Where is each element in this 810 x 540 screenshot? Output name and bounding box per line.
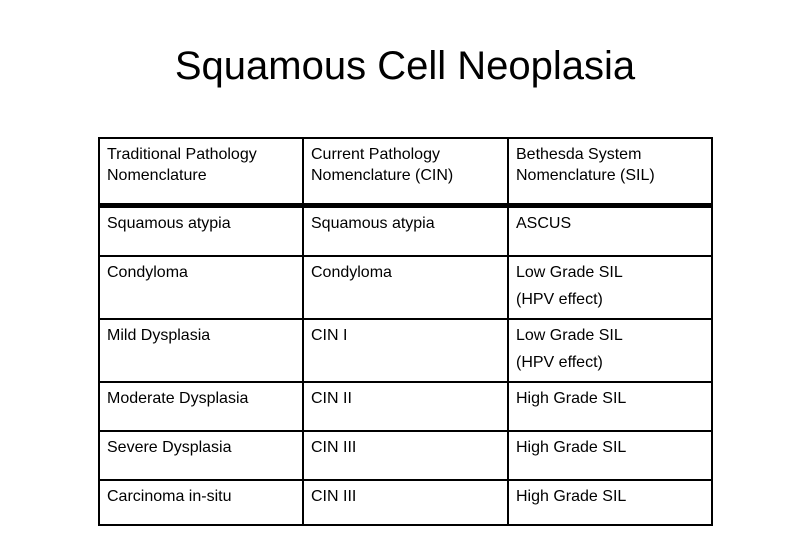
table-cell: ASCUS xyxy=(516,215,572,232)
table-cell: Low Grade SIL (HPV effect) xyxy=(516,264,623,308)
table-row xyxy=(100,381,711,430)
table-cell: Squamous atypia xyxy=(100,208,304,255)
header-cell: Bethesda System Nomenclature (SIL) xyxy=(516,146,655,184)
table-cell: Condyloma xyxy=(100,257,304,318)
table-cell: Squamous atypia xyxy=(304,208,509,255)
header-cell: Traditional Pathology Nomenclature xyxy=(100,139,304,203)
table-row xyxy=(100,318,711,381)
table-cell: Severe Dysplasia xyxy=(100,432,304,479)
table-cell: High Grade SIL xyxy=(516,390,627,407)
table-cell: Mild Dysplasia xyxy=(100,320,304,381)
table-cell: CIN II xyxy=(304,383,509,430)
table-cell: Moderate Dysplasia xyxy=(100,383,304,430)
table-cell: Carcinoma in-situ xyxy=(100,481,304,524)
table-cell: Low Grade SIL (HPV effect) xyxy=(516,327,623,371)
table-header-row xyxy=(100,139,711,203)
nomenclature-table xyxy=(98,137,713,526)
table-row xyxy=(100,479,711,524)
table-row xyxy=(100,203,711,255)
table-cell: High Grade SIL xyxy=(516,439,627,456)
table-cell: CIN I xyxy=(304,320,509,381)
slide-title: Squamous Cell Neoplasia xyxy=(174,44,636,88)
table-cell: CIN III xyxy=(304,481,509,524)
table-cell: Condyloma xyxy=(304,257,509,318)
table-row xyxy=(100,255,711,318)
table-cell: CIN III xyxy=(304,432,509,479)
table-cell: High Grade SIL xyxy=(516,488,627,505)
header-cell: Current Pathology Nomenclature (CIN) xyxy=(304,139,509,203)
table-row xyxy=(100,430,711,479)
